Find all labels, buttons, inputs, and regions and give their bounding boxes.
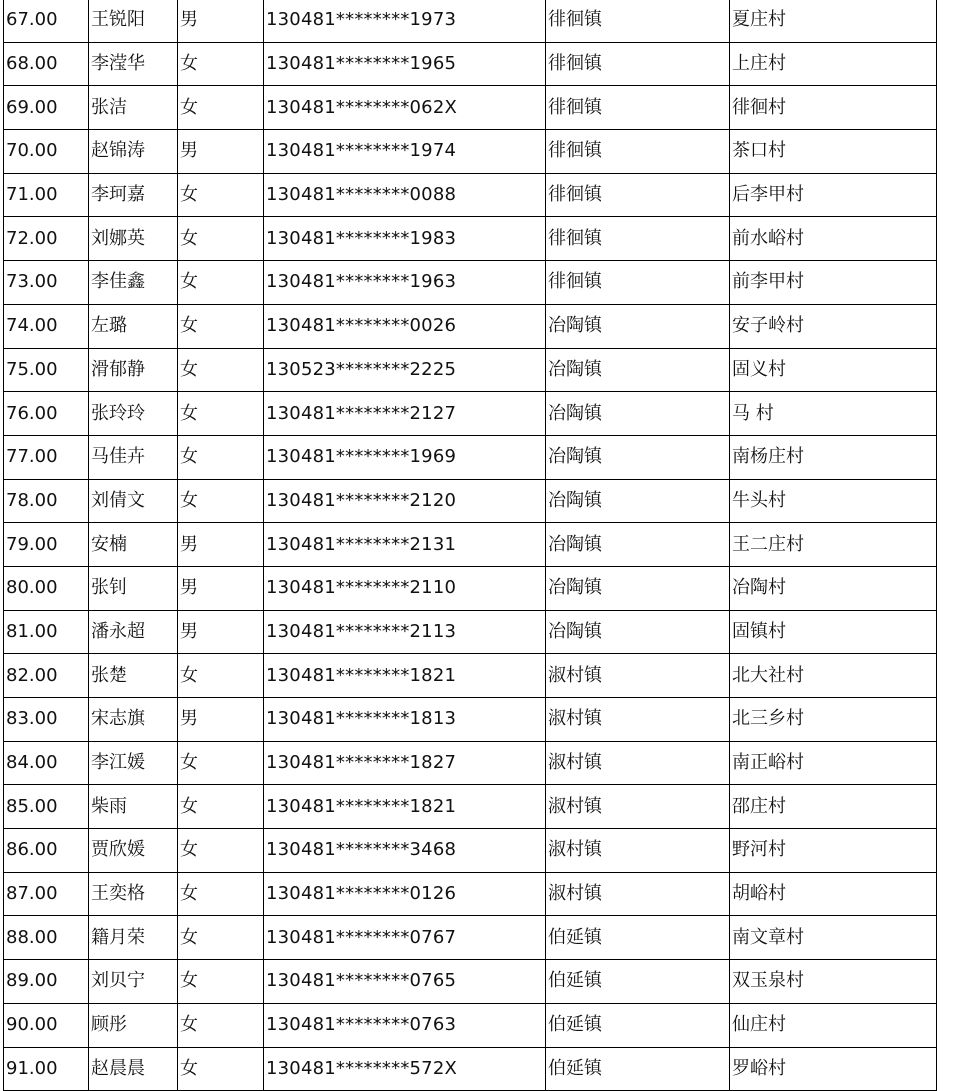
cell-gender: 男 bbox=[178, 523, 264, 567]
cell-village: 北大社村 bbox=[730, 654, 937, 698]
cell-id-number: 130481********1821 bbox=[264, 654, 546, 698]
cell-id-number: 130481********2131 bbox=[264, 523, 546, 567]
cell-village: 前水峪村 bbox=[730, 217, 937, 261]
cell-village: 马 村 bbox=[730, 392, 937, 436]
table-row bbox=[4, 829, 937, 873]
cell-village: 双玉泉村 bbox=[730, 960, 937, 1004]
cell-name: 滑郁静 bbox=[89, 348, 178, 392]
cell-gender: 男 bbox=[178, 566, 264, 610]
cell-number: 68.00 bbox=[4, 42, 89, 86]
cell-gender: 女 bbox=[178, 217, 264, 261]
table-row bbox=[4, 872, 937, 916]
roster-table-body bbox=[4, 0, 937, 1091]
cell-id-number: 130481********2120 bbox=[264, 479, 546, 523]
cell-town: 徘徊镇 bbox=[546, 86, 730, 130]
cell-name: 李佳鑫 bbox=[89, 261, 178, 305]
table-row bbox=[4, 960, 937, 1004]
cell-gender: 男 bbox=[178, 698, 264, 742]
cell-number: 87.00 bbox=[4, 872, 89, 916]
cell-number: 80.00 bbox=[4, 566, 89, 610]
cell-id-number: 130481********1969 bbox=[264, 435, 546, 479]
table-row bbox=[4, 698, 937, 742]
cell-village: 仙庄村 bbox=[730, 1003, 937, 1047]
cell-gender: 女 bbox=[178, 479, 264, 523]
cell-id-number: 130481********1827 bbox=[264, 741, 546, 785]
table-row bbox=[4, 392, 937, 436]
cell-id-number: 130523********2225 bbox=[264, 348, 546, 392]
cell-town: 伯延镇 bbox=[546, 916, 730, 960]
cell-gender: 女 bbox=[178, 1047, 264, 1091]
table-row bbox=[4, 217, 937, 261]
cell-town: 淑村镇 bbox=[546, 698, 730, 742]
cell-gender: 男 bbox=[178, 0, 264, 42]
table-row bbox=[4, 130, 937, 174]
cell-town: 冶陶镇 bbox=[546, 566, 730, 610]
cell-name: 王锐阳 bbox=[89, 0, 178, 42]
cell-town: 伯延镇 bbox=[546, 1003, 730, 1047]
cell-name: 安楠 bbox=[89, 523, 178, 567]
table-row bbox=[4, 348, 937, 392]
cell-village: 茶口村 bbox=[730, 130, 937, 174]
cell-name: 顾彤 bbox=[89, 1003, 178, 1047]
cell-village: 南文章村 bbox=[730, 916, 937, 960]
cell-gender: 男 bbox=[178, 610, 264, 654]
cell-id-number: 130481********0767 bbox=[264, 916, 546, 960]
cell-gender: 女 bbox=[178, 785, 264, 829]
cell-number: 86.00 bbox=[4, 829, 89, 873]
cell-town: 徘徊镇 bbox=[546, 130, 730, 174]
cell-name: 王奕格 bbox=[89, 872, 178, 916]
cell-id-number: 130481********0765 bbox=[264, 960, 546, 1004]
cell-number: 72.00 bbox=[4, 217, 89, 261]
cell-town: 徘徊镇 bbox=[546, 173, 730, 217]
cell-town: 冶陶镇 bbox=[546, 435, 730, 479]
cell-number: 67.00 bbox=[4, 0, 89, 42]
cell-village: 北三乡村 bbox=[730, 698, 937, 742]
cell-name: 刘贝宁 bbox=[89, 960, 178, 1004]
cell-name: 籍月荣 bbox=[89, 916, 178, 960]
roster-table bbox=[3, 0, 937, 1091]
cell-id-number: 130481********0088 bbox=[264, 173, 546, 217]
table-row bbox=[4, 785, 937, 829]
cell-name: 刘娜英 bbox=[89, 217, 178, 261]
cell-gender: 女 bbox=[178, 304, 264, 348]
table-row bbox=[4, 0, 937, 42]
table-row bbox=[4, 741, 937, 785]
cell-number: 82.00 bbox=[4, 654, 89, 698]
roster-table-container bbox=[3, 0, 936, 1091]
cell-town: 徘徊镇 bbox=[546, 42, 730, 86]
cell-name: 贾欣媛 bbox=[89, 829, 178, 873]
cell-number: 85.00 bbox=[4, 785, 89, 829]
cell-village: 罗峪村 bbox=[730, 1047, 937, 1091]
table-row bbox=[4, 654, 937, 698]
cell-name: 李滢华 bbox=[89, 42, 178, 86]
cell-id-number: 130481********2110 bbox=[264, 566, 546, 610]
cell-name: 张钊 bbox=[89, 566, 178, 610]
cell-gender: 女 bbox=[178, 654, 264, 698]
cell-name: 潘永超 bbox=[89, 610, 178, 654]
table-row bbox=[4, 1003, 937, 1047]
cell-village: 前李甲村 bbox=[730, 261, 937, 305]
cell-town: 冶陶镇 bbox=[546, 479, 730, 523]
cell-number: 88.00 bbox=[4, 916, 89, 960]
table-row bbox=[4, 173, 937, 217]
table-row bbox=[4, 435, 937, 479]
cell-town: 淑村镇 bbox=[546, 872, 730, 916]
cell-gender: 女 bbox=[178, 86, 264, 130]
cell-gender: 女 bbox=[178, 261, 264, 305]
cell-name: 李珂嘉 bbox=[89, 173, 178, 217]
cell-gender: 女 bbox=[178, 435, 264, 479]
table-row bbox=[4, 566, 937, 610]
cell-gender: 女 bbox=[178, 741, 264, 785]
cell-id-number: 130481********0026 bbox=[264, 304, 546, 348]
cell-village: 胡峪村 bbox=[730, 872, 937, 916]
cell-id-number: 130481********0126 bbox=[264, 872, 546, 916]
cell-town: 伯延镇 bbox=[546, 960, 730, 1004]
cell-name: 马佳卉 bbox=[89, 435, 178, 479]
cell-village: 冶陶村 bbox=[730, 566, 937, 610]
cell-number: 71.00 bbox=[4, 173, 89, 217]
cell-gender: 女 bbox=[178, 392, 264, 436]
cell-id-number: 130481********2127 bbox=[264, 392, 546, 436]
table-row bbox=[4, 304, 937, 348]
table-row bbox=[4, 86, 937, 130]
cell-town: 徘徊镇 bbox=[546, 217, 730, 261]
cell-town: 淑村镇 bbox=[546, 829, 730, 873]
table-row bbox=[4, 42, 937, 86]
cell-name: 张玲玲 bbox=[89, 392, 178, 436]
cell-gender: 男 bbox=[178, 130, 264, 174]
cell-village: 固义村 bbox=[730, 348, 937, 392]
cell-gender: 女 bbox=[178, 173, 264, 217]
cell-town: 徘徊镇 bbox=[546, 261, 730, 305]
table-row bbox=[4, 523, 937, 567]
cell-number: 73.00 bbox=[4, 261, 89, 305]
cell-village: 南杨庄村 bbox=[730, 435, 937, 479]
cell-number: 75.00 bbox=[4, 348, 89, 392]
cell-village: 野河村 bbox=[730, 829, 937, 873]
cell-town: 冶陶镇 bbox=[546, 523, 730, 567]
cell-id-number: 130481********0763 bbox=[264, 1003, 546, 1047]
cell-village: 安子岭村 bbox=[730, 304, 937, 348]
cell-village: 邵庄村 bbox=[730, 785, 937, 829]
cell-village: 牛头村 bbox=[730, 479, 937, 523]
cell-village: 上庄村 bbox=[730, 42, 937, 86]
cell-town: 淑村镇 bbox=[546, 785, 730, 829]
cell-town: 冶陶镇 bbox=[546, 348, 730, 392]
cell-id-number: 130481********2113 bbox=[264, 610, 546, 654]
cell-village: 固镇村 bbox=[730, 610, 937, 654]
cell-number: 91.00 bbox=[4, 1047, 89, 1091]
table-row bbox=[4, 916, 937, 960]
cell-name: 张洁 bbox=[89, 86, 178, 130]
cell-number: 81.00 bbox=[4, 610, 89, 654]
cell-town: 淑村镇 bbox=[546, 654, 730, 698]
cell-id-number: 130481********3468 bbox=[264, 829, 546, 873]
cell-name: 刘倩文 bbox=[89, 479, 178, 523]
cell-name: 柴雨 bbox=[89, 785, 178, 829]
cell-name: 赵锦涛 bbox=[89, 130, 178, 174]
cell-id-number: 130481********1965 bbox=[264, 42, 546, 86]
cell-gender: 女 bbox=[178, 1003, 264, 1047]
cell-name: 李江媛 bbox=[89, 741, 178, 785]
cell-id-number: 130481********1983 bbox=[264, 217, 546, 261]
cell-number: 69.00 bbox=[4, 86, 89, 130]
cell-id-number: 130481********572X bbox=[264, 1047, 546, 1091]
cell-name: 张楚 bbox=[89, 654, 178, 698]
cell-gender: 女 bbox=[178, 348, 264, 392]
cell-id-number: 130481********062X bbox=[264, 86, 546, 130]
cell-village: 南正峪村 bbox=[730, 741, 937, 785]
cell-town: 冶陶镇 bbox=[546, 304, 730, 348]
cell-gender: 女 bbox=[178, 829, 264, 873]
cell-village: 夏庄村 bbox=[730, 0, 937, 42]
cell-number: 83.00 bbox=[4, 698, 89, 742]
cell-village: 后李甲村 bbox=[730, 173, 937, 217]
cell-gender: 女 bbox=[178, 960, 264, 1004]
cell-number: 78.00 bbox=[4, 479, 89, 523]
table-row bbox=[4, 261, 937, 305]
cell-town: 伯延镇 bbox=[546, 1047, 730, 1091]
cell-town: 冶陶镇 bbox=[546, 610, 730, 654]
cell-number: 79.00 bbox=[4, 523, 89, 567]
cell-village: 徘徊村 bbox=[730, 86, 937, 130]
cell-name: 宋志旗 bbox=[89, 698, 178, 742]
cell-town: 淑村镇 bbox=[546, 741, 730, 785]
cell-id-number: 130481********1821 bbox=[264, 785, 546, 829]
cell-gender: 女 bbox=[178, 42, 264, 86]
cell-village: 王二庄村 bbox=[730, 523, 937, 567]
cell-town: 徘徊镇 bbox=[546, 0, 730, 42]
cell-number: 77.00 bbox=[4, 435, 89, 479]
cell-number: 70.00 bbox=[4, 130, 89, 174]
table-row bbox=[4, 1047, 937, 1091]
cell-id-number: 130481********1813 bbox=[264, 698, 546, 742]
cell-number: 84.00 bbox=[4, 741, 89, 785]
cell-town: 冶陶镇 bbox=[546, 392, 730, 436]
cell-number: 89.00 bbox=[4, 960, 89, 1004]
cell-gender: 女 bbox=[178, 872, 264, 916]
cell-number: 74.00 bbox=[4, 304, 89, 348]
cell-gender: 女 bbox=[178, 916, 264, 960]
table-row bbox=[4, 610, 937, 654]
cell-number: 76.00 bbox=[4, 392, 89, 436]
cell-id-number: 130481********1963 bbox=[264, 261, 546, 305]
cell-id-number: 130481********1974 bbox=[264, 130, 546, 174]
cell-number: 90.00 bbox=[4, 1003, 89, 1047]
cell-name: 左璐 bbox=[89, 304, 178, 348]
cell-name: 赵晨晨 bbox=[89, 1047, 178, 1091]
table-row bbox=[4, 479, 937, 523]
cell-id-number: 130481********1973 bbox=[264, 0, 546, 42]
